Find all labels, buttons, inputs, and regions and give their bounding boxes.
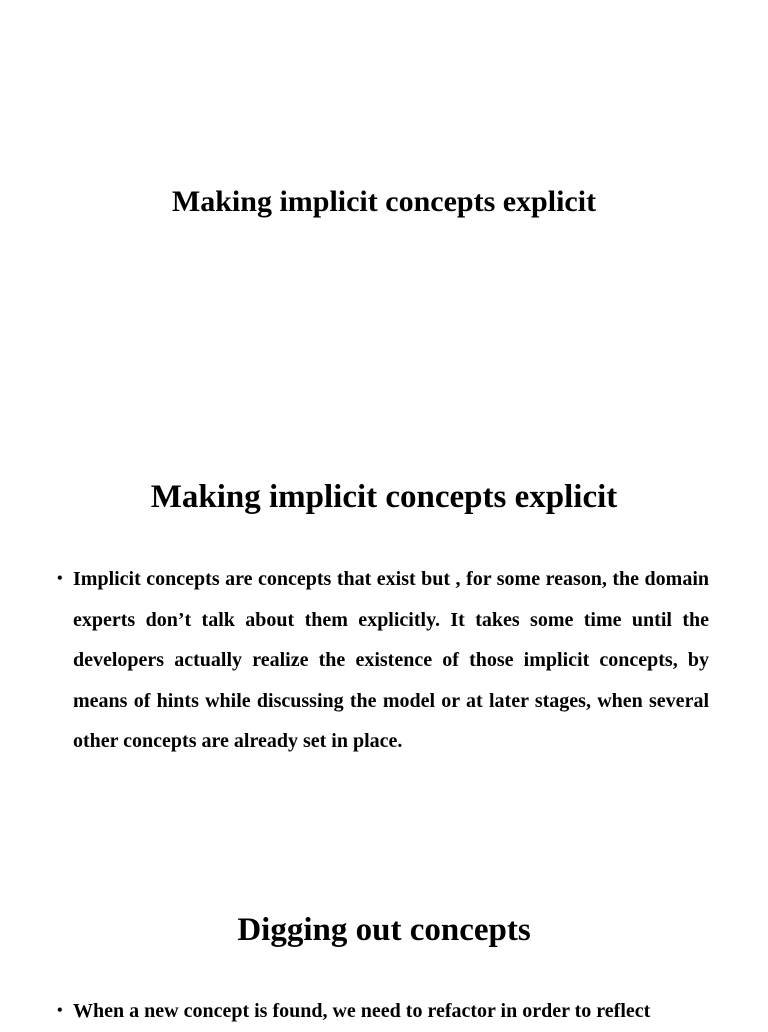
- slide-2-bullet-item: [57, 559, 709, 762]
- bullet-icon: •: [57, 1002, 63, 1019]
- bullet-icon: •: [57, 570, 63, 587]
- slide-3-bullet-text: When a new concept is found, we need to refactor in order to reflect: [73, 1000, 651, 1022]
- slide-2-bullet-text: Implicit concepts are concepts that exist but , for some reason, the domain experts don’t talk about them explicitly. It takes some time until the developers actually realize the existence of those implicit concepts, by means of hints while discussing the model or at later stages, when several other concepts are already set in place.: [73, 568, 709, 753]
- slide-1-title: Making implicit concepts explicit: [171, 185, 597, 218]
- slide-2-title: Making implicit concepts explicit: [150, 479, 618, 515]
- slide-3-bullet-item: [57, 991, 709, 1032]
- slide-2-bullet-list: [0, 559, 768, 762]
- slide-3-title: Digging out concepts: [237, 912, 531, 948]
- slide-3-bullet-list: [0, 991, 768, 1032]
